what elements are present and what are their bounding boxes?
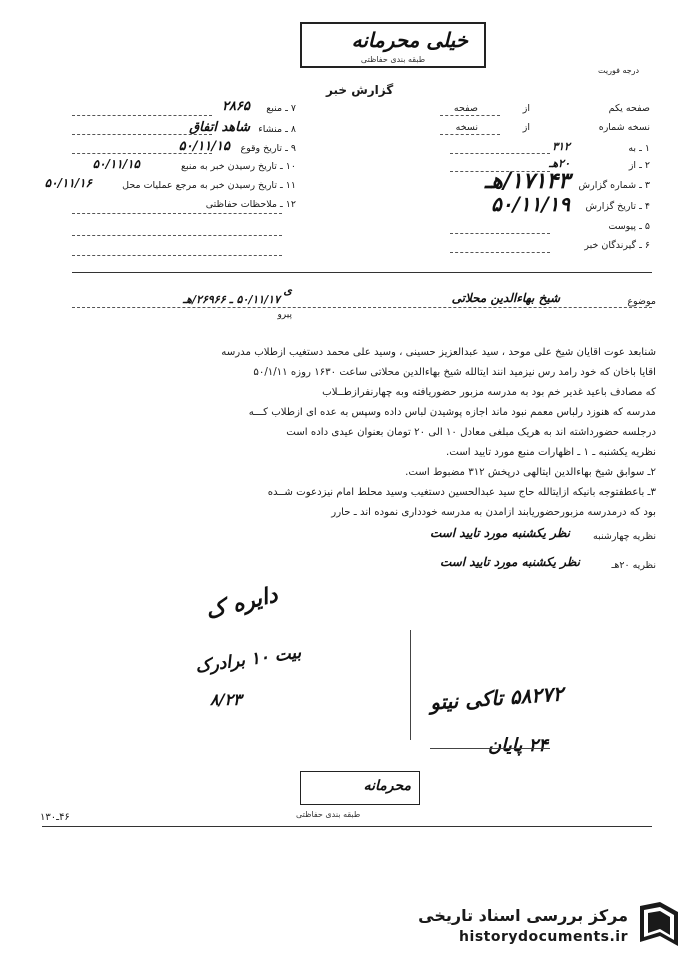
field-occurrence-date-value: ۵۰/۱۱/۱۵: [178, 139, 230, 154]
field-report-number-label: ۳ ـ شماره گزارش: [578, 180, 650, 191]
stamp-classification-label: طبقه بندی حفاظتی: [360, 55, 426, 64]
brand-url: historydocuments.ir: [459, 929, 628, 945]
review-label: نظریه ۲۰هـ: [611, 560, 656, 571]
margin-note: بیت ۱۰ برادرک: [194, 642, 303, 678]
footer-classification: طبقه بندی حفاظتی: [296, 810, 361, 819]
subject-text: شیخ بهاءالدین محلاتی: [451, 291, 560, 305]
field-report-number-value: ۱۷۱۴۳/هـ: [484, 168, 570, 194]
field-to-value: ۳۱۲: [552, 140, 570, 153]
field-recipients-label: ۶ ـ گیرندگان خبر: [584, 240, 650, 251]
field-source-received-value: ۵۰/۱۱/۱۵: [92, 157, 140, 171]
field-page-label: صفحه یکم: [608, 103, 650, 114]
review-handwriting: نظر یکشنبه مورد تایید است: [429, 526, 570, 540]
review-handwriting: نظر یکشنبه مورد تایید است: [439, 555, 580, 569]
field-attachment-label: ۵ ـ پیوست: [608, 221, 650, 232]
subject-ref-note: پیرو: [277, 310, 292, 320]
body-line: ۲ـ سوابق شیخ بهاءالدین ایتالهی درپخش ۳۱۲ مضبوط است.: [405, 467, 656, 478]
body-line: بود که درمدرسه مزبورحضوریابند ازامدن به مدرسه خودداری نموده اند ـ حارر: [331, 507, 656, 518]
brand-name: مرکز بررسی اسناد تاریخی: [418, 906, 628, 925]
stamp-handwriting: خیلی محرمانه: [351, 28, 468, 52]
field-copy-value: نسخه: [455, 122, 478, 133]
field-page-suffix: از: [522, 103, 530, 114]
page-number: ۴۶ـ۱۳۰: [40, 812, 70, 823]
field-origin-value: شاهد اتفاق: [189, 120, 250, 135]
book-logo-icon: [634, 898, 684, 950]
field-from-value: ۲۰هـ: [549, 157, 570, 170]
body-line: اقایا باخان که خود رامد رس نیزمید انند ایتالله شیخ بهاءالدین محلاتی ساعت ۱۶۳۰ روزه ۵۰/۱/۱۱: [253, 367, 656, 378]
body-line: درجلسه حضورداشته اند به هریک مبلغی معادل ۱۰ الی ۲۰ تومان بعنوان عیدی داده است: [286, 427, 656, 438]
field-report-date-label: ۴ ـ تاریخ گزارش: [585, 201, 650, 212]
registration-stamp-text: محرمانه: [363, 778, 411, 794]
field-occurrence-date-label: ۹ ـ تاریخ وقوع: [240, 143, 296, 154]
subject-ref-marks: ی: [283, 284, 292, 297]
archive-logo: [634, 898, 684, 950]
field-from-label: ۲ ـ از: [628, 160, 650, 171]
body-line: ۳ـ باعطفتوجه بانیکه ازایتالله حاج سید عبدالحسین دستغیب وسید محلط امام نیزدعوت شــده: [267, 487, 656, 498]
field-source-label: ۷ ـ منبع: [266, 103, 296, 114]
field-security-notes-label: ۱۲ ـ ملاحظات حفاظتی: [205, 199, 296, 210]
subject-ref-number: ۵۰/۱۱/۱۷ ـ ۲۶۹۶۶/هـ: [183, 293, 280, 306]
field-to-label: ۱ ـ به: [628, 143, 650, 154]
margin-note-date: ۸/۲۳: [210, 690, 242, 709]
registration-stamp: [300, 771, 420, 805]
field-operations-received-value: ۵۰/۱۱/۱۶: [44, 176, 92, 190]
field-page-value: صفحه: [453, 103, 478, 114]
field-copy-label: نسخه شماره: [598, 122, 650, 133]
classification-stamp: [300, 22, 486, 68]
body-line: که مصادف باعید غدیر خم بود به مدرسه مزبور حضوریافته وبه چهارنفرازطــلاب: [322, 387, 656, 398]
body-line: نظریه یکشنبه ـ ۱ ـ اظهارات منبع مورد تایید است.: [446, 447, 656, 458]
priority-label: درجه فوریت: [598, 66, 640, 75]
archive-number: ۵۸۲۷۲ تاکی نیتو: [429, 681, 565, 715]
field-copy-suffix: از: [522, 122, 530, 133]
margin-note: دایره ک: [202, 581, 281, 625]
field-source-value: ۲۸۶۵: [222, 99, 250, 114]
field-report-date-value: ۵۰/۱۱/۱۹: [490, 192, 570, 216]
body-line: شنابعد عوت اقایان شیخ علی موحد ، سید عبدالعزیز حسینی ، وسید علی محمد دستغیب ازطلاب مدرسه: [221, 347, 656, 358]
report-title: گزارش خبر: [326, 83, 394, 97]
field-operations-received-label: ۱۱ ـ تاریخ رسیدن خبر به مرجع عملیات محل: [122, 180, 296, 191]
body-line: مدرسه که هنوزد رلباس معمم نبود ماند اجازه پوشیدن لباس داده وسپس به عده ای ازطلاب کـــه: [248, 407, 656, 418]
review-label: نظریه چهارشنبه: [593, 531, 656, 542]
archive-note: ۲۴ پایان: [488, 735, 548, 756]
field-source-received-label: ۱۰ ـ تاریخ رسیدن خبر به منبع: [181, 161, 296, 172]
subject-label: موضوع: [627, 296, 656, 307]
field-origin-label: ۸ ـ منشاء: [258, 124, 296, 135]
